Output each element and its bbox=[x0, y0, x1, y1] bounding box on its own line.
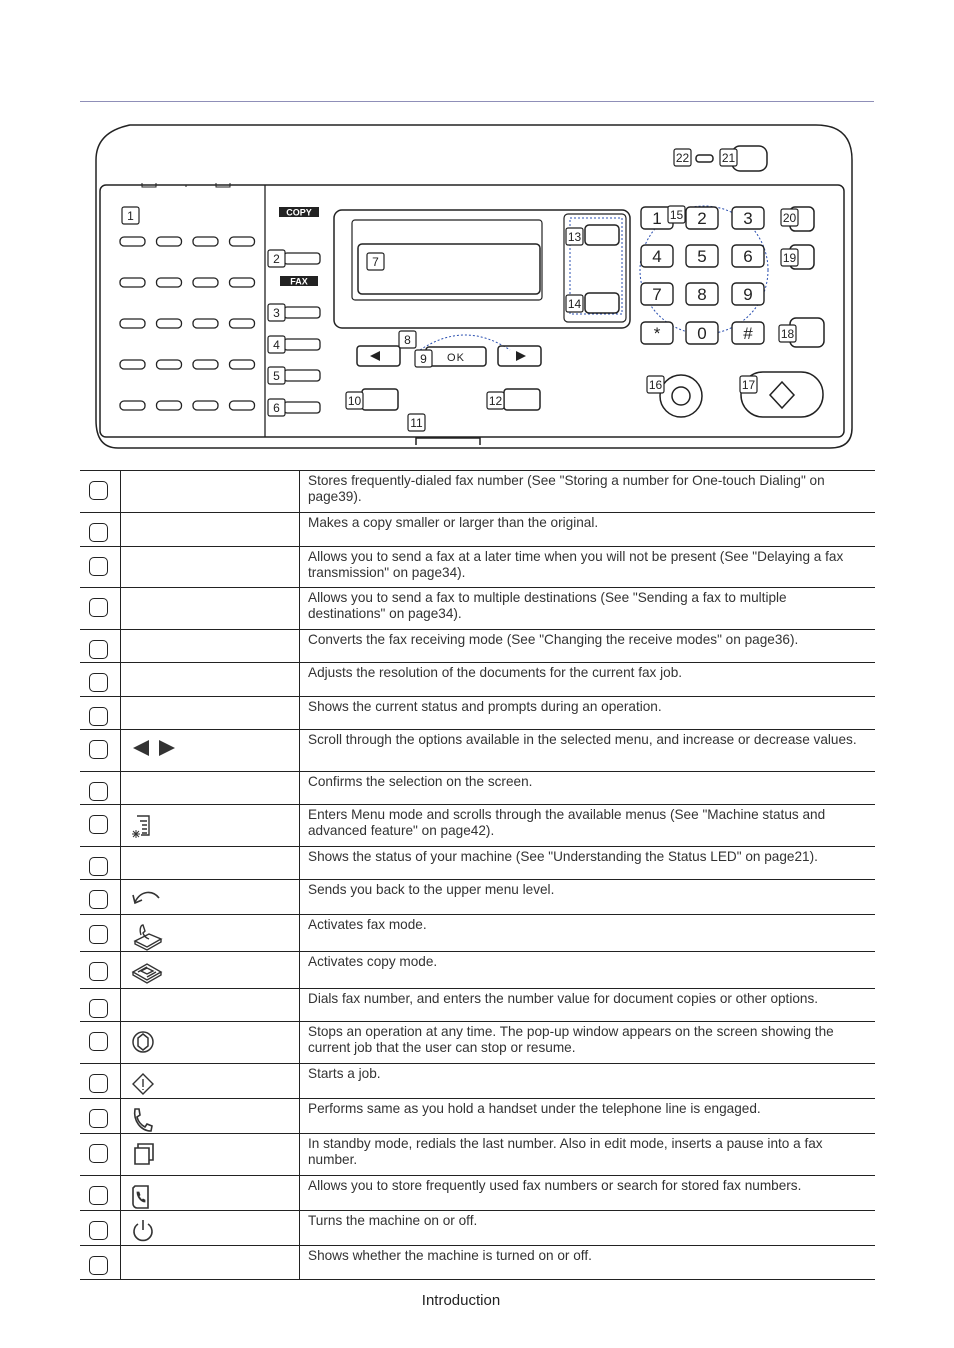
row-description: Turns the machine on or off. bbox=[300, 1211, 876, 1246]
key-label: 5 bbox=[697, 247, 707, 266]
callout-number: 19 bbox=[782, 251, 797, 265]
callout-number: 11 bbox=[410, 416, 423, 430]
callout-box bbox=[89, 707, 108, 726]
row-icon-cell bbox=[121, 1022, 300, 1064]
key-label: 0 bbox=[697, 324, 707, 343]
key-label: 4 bbox=[652, 247, 662, 266]
callout-number: 8 bbox=[404, 333, 411, 347]
key-label: 1 bbox=[652, 209, 662, 228]
lcd-screen bbox=[358, 244, 540, 294]
row-icon-cell bbox=[121, 880, 300, 915]
table-row bbox=[80, 952, 875, 989]
callout-8 bbox=[399, 331, 416, 348]
keypad-key bbox=[732, 283, 764, 305]
table-row bbox=[80, 1099, 875, 1134]
status-led-slot bbox=[416, 438, 480, 445]
callout-number: 22 bbox=[675, 151, 690, 165]
table-row bbox=[80, 1022, 875, 1064]
menu-button bbox=[362, 389, 398, 410]
stop-icon bbox=[121, 1022, 299, 1056]
copy-label-text: COPY bbox=[286, 207, 312, 218]
callout-14 bbox=[566, 295, 583, 312]
callout-number: 6 bbox=[273, 401, 280, 415]
fax-label bbox=[280, 276, 318, 287]
callout-20 bbox=[781, 209, 798, 226]
copy-button bbox=[585, 293, 619, 313]
table-row bbox=[80, 772, 875, 805]
table-row bbox=[80, 1246, 875, 1280]
key-label: # bbox=[743, 324, 753, 343]
row-icon-cell bbox=[121, 1099, 300, 1134]
callout-11 bbox=[408, 414, 425, 431]
callout-box bbox=[89, 1074, 108, 1093]
table-row bbox=[80, 915, 875, 952]
callout-2 bbox=[268, 250, 285, 267]
row-description: Makes a copy smaller or larger than the original. bbox=[300, 513, 876, 547]
row-number-cell bbox=[80, 730, 121, 772]
one-touch-button bbox=[230, 360, 255, 369]
table-row bbox=[80, 1176, 875, 1211]
callout-6 bbox=[268, 399, 285, 416]
keypad-key bbox=[732, 207, 764, 229]
row-icon-cell bbox=[121, 1211, 300, 1246]
row-number-cell bbox=[80, 1176, 121, 1211]
callout-number: 7 bbox=[372, 255, 379, 269]
table-row bbox=[80, 697, 875, 730]
callout-box bbox=[89, 1144, 108, 1163]
one-touch-button bbox=[157, 319, 182, 328]
row-icon-cell bbox=[121, 547, 300, 588]
callout-3 bbox=[268, 304, 285, 321]
page-footer: Introduction bbox=[421, 1292, 501, 1309]
callout-box bbox=[89, 1256, 108, 1275]
table-row bbox=[80, 588, 875, 630]
fax-icon bbox=[121, 915, 299, 949]
function-button bbox=[284, 370, 320, 381]
row-description: Performs same as you hold a handset under the telephone line is engaged. bbox=[300, 1099, 876, 1134]
callout-number: 1 bbox=[127, 209, 134, 223]
row-number-cell bbox=[80, 1022, 121, 1064]
row-number-cell bbox=[80, 880, 121, 915]
row-number-cell bbox=[80, 697, 121, 730]
one-touch-button bbox=[193, 401, 218, 410]
callout-box bbox=[89, 557, 108, 576]
left-arrow-icon bbox=[370, 351, 380, 361]
callout-box bbox=[89, 640, 108, 659]
callout-10 bbox=[346, 392, 363, 409]
row-number-cell bbox=[80, 952, 121, 989]
callout-number: 2 bbox=[273, 252, 280, 266]
row-description: Activates copy mode. bbox=[300, 952, 876, 989]
control-panel-table bbox=[80, 470, 875, 1280]
table-row bbox=[80, 513, 875, 547]
callout-number: 5 bbox=[273, 369, 280, 383]
callout-7 bbox=[367, 253, 384, 270]
key-label: 9 bbox=[743, 285, 753, 304]
callout-number: 13 bbox=[567, 230, 582, 244]
callout-number: 15 bbox=[669, 208, 684, 222]
ok-label: OK bbox=[447, 352, 465, 364]
row-icon-cell bbox=[121, 697, 300, 730]
callout-12 bbox=[487, 392, 504, 409]
table-row bbox=[80, 1211, 875, 1246]
row-description: Enters Menu mode and scrolls through the available menus (See "Machine status and advanced feature" on page42). bbox=[300, 805, 876, 847]
callout-number: 17 bbox=[741, 378, 756, 392]
callout-box bbox=[89, 890, 108, 909]
table-row bbox=[80, 730, 875, 772]
keypad-key bbox=[641, 245, 673, 267]
one-touch-button bbox=[157, 278, 182, 287]
row-number-cell bbox=[80, 513, 121, 547]
callout-box bbox=[89, 1186, 108, 1205]
callout-box bbox=[89, 523, 108, 542]
row-number-cell bbox=[80, 663, 121, 697]
row-icon-cell bbox=[121, 513, 300, 547]
one-touch-button bbox=[193, 278, 218, 287]
callout-box bbox=[89, 598, 108, 617]
row-number-cell bbox=[80, 630, 121, 663]
callout-18 bbox=[779, 325, 796, 342]
row-description: Stores frequently-dialed fax number (See "Storing a number for One-touch Dialing" on page39). bbox=[300, 471, 876, 513]
arrows-icon bbox=[121, 730, 299, 764]
callout-number: 18 bbox=[780, 327, 795, 341]
right-arrow-icon bbox=[516, 351, 526, 361]
row-description: Confirms the selection on the screen. bbox=[300, 772, 876, 805]
fax-button bbox=[585, 225, 619, 245]
callout-box bbox=[89, 857, 108, 876]
row-icon-cell bbox=[121, 588, 300, 630]
table-row bbox=[80, 847, 875, 880]
function-button bbox=[284, 307, 320, 318]
row-number-cell bbox=[80, 772, 121, 805]
back-icon bbox=[121, 880, 299, 914]
row-icon-cell bbox=[121, 1246, 300, 1280]
callout-box bbox=[89, 481, 108, 500]
start-icon bbox=[121, 1064, 299, 1098]
key-label: 6 bbox=[743, 247, 753, 266]
row-number-cell bbox=[80, 1099, 121, 1134]
row-number-cell bbox=[80, 1246, 121, 1280]
one-touch-button bbox=[157, 401, 182, 410]
one-touch-button bbox=[193, 360, 218, 369]
table-row bbox=[80, 547, 875, 588]
callout-number: 14 bbox=[567, 297, 582, 311]
one-touch-button bbox=[120, 237, 145, 246]
row-number-cell bbox=[80, 588, 121, 630]
callout-number: 12 bbox=[488, 394, 503, 408]
keypad-key bbox=[641, 322, 673, 344]
callout-number: 9 bbox=[420, 352, 427, 366]
row-description: Stops an operation at any time. The pop-up window appears on the screen showing the current job that the user can stop or resume. bbox=[300, 1022, 876, 1064]
one-touch-button bbox=[120, 319, 145, 328]
one-touch-button bbox=[230, 319, 255, 328]
row-description: Shows the status of your machine (See "Understanding the Status LED" on page21). bbox=[300, 847, 876, 880]
row-number-cell bbox=[80, 915, 121, 952]
callout-box bbox=[89, 1221, 108, 1240]
keypad-key bbox=[686, 283, 718, 305]
function-button bbox=[284, 402, 320, 413]
row-icon-cell bbox=[121, 952, 300, 989]
row-description: Dials fax number, and enters the number value for document copies or other options. bbox=[300, 989, 876, 1022]
header-rule bbox=[80, 101, 874, 102]
table-row bbox=[80, 663, 875, 697]
row-icon-cell bbox=[121, 847, 300, 880]
fax-label-text: FAX bbox=[290, 276, 308, 287]
stop-button bbox=[660, 375, 702, 417]
one-touch-button bbox=[157, 237, 182, 246]
row-number-cell bbox=[80, 847, 121, 880]
one-touch-button bbox=[193, 319, 218, 328]
row-icon-cell bbox=[121, 989, 300, 1022]
row-icon-cell bbox=[121, 471, 300, 513]
callout-box bbox=[89, 1109, 108, 1128]
row-icon-cell bbox=[121, 730, 300, 772]
one-touch-button bbox=[157, 360, 182, 369]
power-icon bbox=[121, 1211, 299, 1245]
callout-21 bbox=[720, 149, 737, 166]
key-label: 7 bbox=[652, 285, 662, 304]
one-touch-button bbox=[120, 360, 145, 369]
callout-17 bbox=[740, 376, 757, 393]
row-description: Allows you to send a fax at a later time when you will not be present (See "Delaying a fax transmission" on page34). bbox=[300, 547, 876, 588]
callout-15 bbox=[668, 206, 685, 223]
callout-box bbox=[89, 740, 108, 759]
callout-box bbox=[89, 925, 108, 944]
row-number-cell bbox=[80, 989, 121, 1022]
row-description: Shows whether the machine is turned on or off. bbox=[300, 1246, 876, 1280]
row-description: Sends you back to the upper menu level. bbox=[300, 880, 876, 915]
callout-1 bbox=[122, 207, 139, 224]
key-label: 3 bbox=[743, 209, 753, 228]
callout-22 bbox=[674, 149, 691, 166]
control-panel-diagram bbox=[90, 120, 860, 456]
key-label: 8 bbox=[697, 285, 707, 304]
row-description: Allows you to send a fax to multiple destinations (See "Sending a fax to multiple destinations" on page34). bbox=[300, 588, 876, 630]
row-number-cell bbox=[80, 805, 121, 847]
row-description: Activates fax mode. bbox=[300, 915, 876, 952]
table-row bbox=[80, 989, 875, 1022]
function-button bbox=[284, 253, 320, 264]
callout-box bbox=[89, 1032, 108, 1051]
row-icon-cell bbox=[121, 1134, 300, 1176]
copy-icon bbox=[121, 952, 299, 986]
row-description: Allows you to store frequently used fax numbers or search for stored fax numbers. bbox=[300, 1176, 876, 1211]
callout-5 bbox=[268, 367, 285, 384]
row-icon-cell bbox=[121, 1176, 300, 1211]
one-touch-button bbox=[120, 401, 145, 410]
start-icon bbox=[770, 382, 794, 408]
table-row bbox=[80, 1064, 875, 1099]
callout-box bbox=[89, 999, 108, 1018]
copy-label bbox=[279, 207, 319, 218]
menu-icon bbox=[121, 805, 299, 839]
stop-icon bbox=[672, 387, 690, 405]
key-label: 2 bbox=[697, 209, 707, 228]
one-touch-button bbox=[120, 278, 145, 287]
one-touch-button bbox=[230, 237, 255, 246]
callout-number: 21 bbox=[721, 151, 736, 165]
callout-19 bbox=[781, 249, 798, 266]
row-icon-cell bbox=[121, 630, 300, 663]
row-icon-cell bbox=[121, 805, 300, 847]
key-label: * bbox=[653, 324, 661, 343]
keypad-key bbox=[732, 245, 764, 267]
keypad-key bbox=[686, 322, 718, 344]
one-touch-button bbox=[230, 278, 255, 287]
callout-4 bbox=[268, 336, 285, 353]
table-row bbox=[80, 1134, 875, 1176]
callout-number: 3 bbox=[273, 306, 280, 320]
row-icon-cell bbox=[121, 1064, 300, 1099]
row-description: Adjusts the resolution of the documents for the current fax job. bbox=[300, 663, 876, 697]
keypad-key bbox=[686, 245, 718, 267]
row-number-cell bbox=[80, 471, 121, 513]
row-icon-cell bbox=[121, 772, 300, 805]
phone-icon bbox=[121, 1099, 299, 1133]
callout-box bbox=[89, 815, 108, 834]
row-icon-cell bbox=[121, 915, 300, 952]
table-row bbox=[80, 880, 875, 915]
callout-number: 10 bbox=[347, 394, 362, 408]
row-description: Starts a job. bbox=[300, 1064, 876, 1099]
one-touch-button bbox=[230, 401, 255, 410]
back-button bbox=[504, 389, 540, 410]
one-touch-button bbox=[193, 237, 218, 246]
row-icon-cell bbox=[121, 663, 300, 697]
callout-box bbox=[89, 962, 108, 981]
callout-9 bbox=[415, 350, 432, 367]
table-row bbox=[80, 805, 875, 847]
power-led bbox=[696, 155, 713, 162]
callout-13 bbox=[566, 228, 583, 245]
table-row bbox=[80, 630, 875, 663]
row-number-cell bbox=[80, 1134, 121, 1176]
function-button bbox=[284, 339, 320, 350]
row-description: Shows the current status and prompts during an operation. bbox=[300, 697, 876, 730]
addressbook-icon bbox=[121, 1176, 299, 1210]
keypad-key bbox=[732, 322, 764, 344]
callout-16 bbox=[647, 376, 664, 393]
callout-number: 20 bbox=[782, 211, 797, 225]
row-number-cell bbox=[80, 1064, 121, 1099]
callout-number: 4 bbox=[273, 338, 280, 352]
row-description: Scroll through the options available in the selected menu, and increase or decrease values. bbox=[300, 730, 876, 772]
row-number-cell bbox=[80, 547, 121, 588]
callout-number: 16 bbox=[648, 378, 663, 392]
callout-box bbox=[89, 782, 108, 801]
callout-box bbox=[89, 673, 108, 692]
row-description: In standby mode, redials the last number. Also in edit mode, inserts a pause into a fax number. bbox=[300, 1134, 876, 1176]
keypad-key bbox=[641, 283, 673, 305]
row-number-cell bbox=[80, 1211, 121, 1246]
row-description: Converts the fax receiving mode (See "Changing the receive modes" on page36). bbox=[300, 630, 876, 663]
keypad-key bbox=[686, 207, 718, 229]
redial-icon bbox=[121, 1134, 299, 1168]
table-row bbox=[80, 471, 875, 513]
